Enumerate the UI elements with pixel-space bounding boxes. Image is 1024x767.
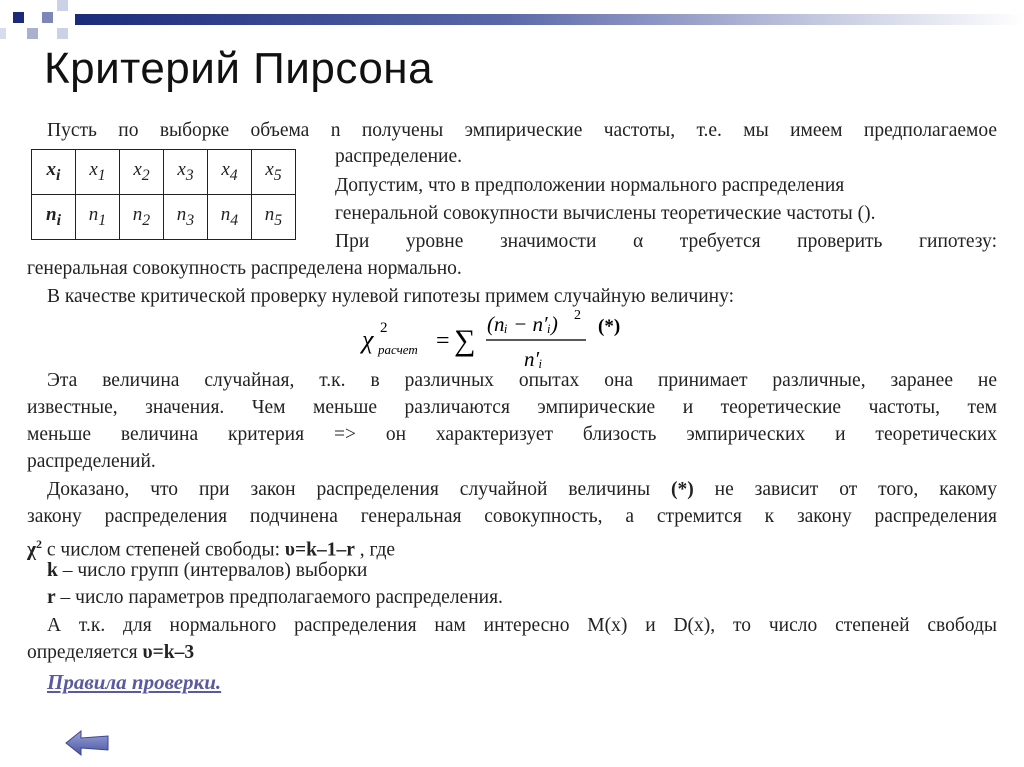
table-cell: $n_4$	[208, 195, 252, 240]
back-arrow-icon[interactable]	[64, 728, 110, 758]
formula-numerator-sup: 2	[574, 308, 581, 323]
table-row-x	[32, 150, 296, 195]
formula-equals: =	[436, 328, 450, 354]
paragraph-3-line-2: генеральная совокупность распределена нормально.	[27, 258, 462, 279]
paragraph-1-line-1: Пусть по выборке объема n получены эмпирические частоты, т.е. мы имеем предполагаемое	[47, 120, 997, 141]
table-cell: $x_5$	[252, 150, 296, 195]
table-cell: $n_3$	[164, 195, 208, 240]
paragraph-5-line-2: известные, значения. Чем меньше различаются эмпирические и теоретические частоты, тем	[27, 397, 997, 418]
paragraph-9-line-1: А т.к. для нормального распределения нам интересно M(x) и D(x), то число степеней свободы	[47, 615, 997, 636]
rules-link[interactable]: Правила проверки.	[47, 670, 222, 694]
formula-sum: ∑	[454, 324, 476, 357]
formula-label: (*)	[598, 316, 621, 337]
paragraph-1-line-2: распределение.	[335, 146, 463, 167]
formula-chi: χ	[362, 325, 374, 354]
paragraph-2-line-2: генеральной совокупности вычислены теоретические частоты ().	[335, 203, 876, 224]
paragraph-4: В качестве критической проверку нулевой гипотезы примем случайную величину:	[47, 286, 735, 307]
table-row-n	[32, 195, 296, 240]
table-cell: $x_1$	[76, 150, 120, 195]
table-cell: $n_5$	[252, 195, 296, 240]
table-cell: $x_2$	[120, 150, 164, 195]
table-header-x: $x_i$	[32, 150, 76, 195]
chi-square-formula	[360, 308, 660, 374]
formula-chi-sub: расчет	[378, 342, 418, 357]
formula-denominator: n′ᵢ	[524, 347, 543, 371]
page-title: Критерий Пирсона	[44, 44, 434, 93]
paragraph-5-line-4: распределений.	[27, 451, 156, 472]
header-gradient-bar	[75, 14, 1024, 25]
paragraph-5-line-1: Эта величина случайная, т.к. в различных опытах она принимает различные, заранее не	[47, 370, 997, 391]
paragraph-2-line-1: Допустим, что в предположении нормального распределения	[335, 175, 845, 196]
frequency-table	[31, 149, 296, 240]
table-cell: $n_1$	[76, 195, 120, 240]
paragraph-6-line-2: закону распределения подчинена генеральная совокупность, а стремится к закону распределения	[27, 506, 997, 527]
paragraph-5-line-3: меньше величина критерия => он характеризует близость эмпирических и теоретических	[27, 424, 997, 445]
paragraph-3-line-1: При уровне значимости α требуется проверить гипотезу:	[335, 231, 997, 252]
paragraph-6-line-1: Доказано, что при закон распределения случайной величины (*) не зависит от того, какому	[47, 479, 997, 500]
paragraph-7: k – число групп (интервалов) выборки	[47, 560, 368, 581]
paragraph-6-line-3: $\chi^2$ с числом степеней свободы: υ=k–1–r , где	[27, 537, 396, 561]
table-cell: $x_4$	[208, 150, 252, 195]
table-header-n: $n_i$	[32, 195, 76, 240]
paragraph-9-line-2: определяется υ=k–3	[27, 642, 195, 663]
table-cell: $n_2$	[120, 195, 164, 240]
paragraph-8: r – число параметров предполагаемого распределения.	[47, 587, 503, 608]
formula-numerator: (nᵢ − n′ᵢ)	[487, 312, 558, 336]
formula-chi-sup: 2	[380, 320, 388, 336]
table-cell: $x_3$	[164, 150, 208, 195]
